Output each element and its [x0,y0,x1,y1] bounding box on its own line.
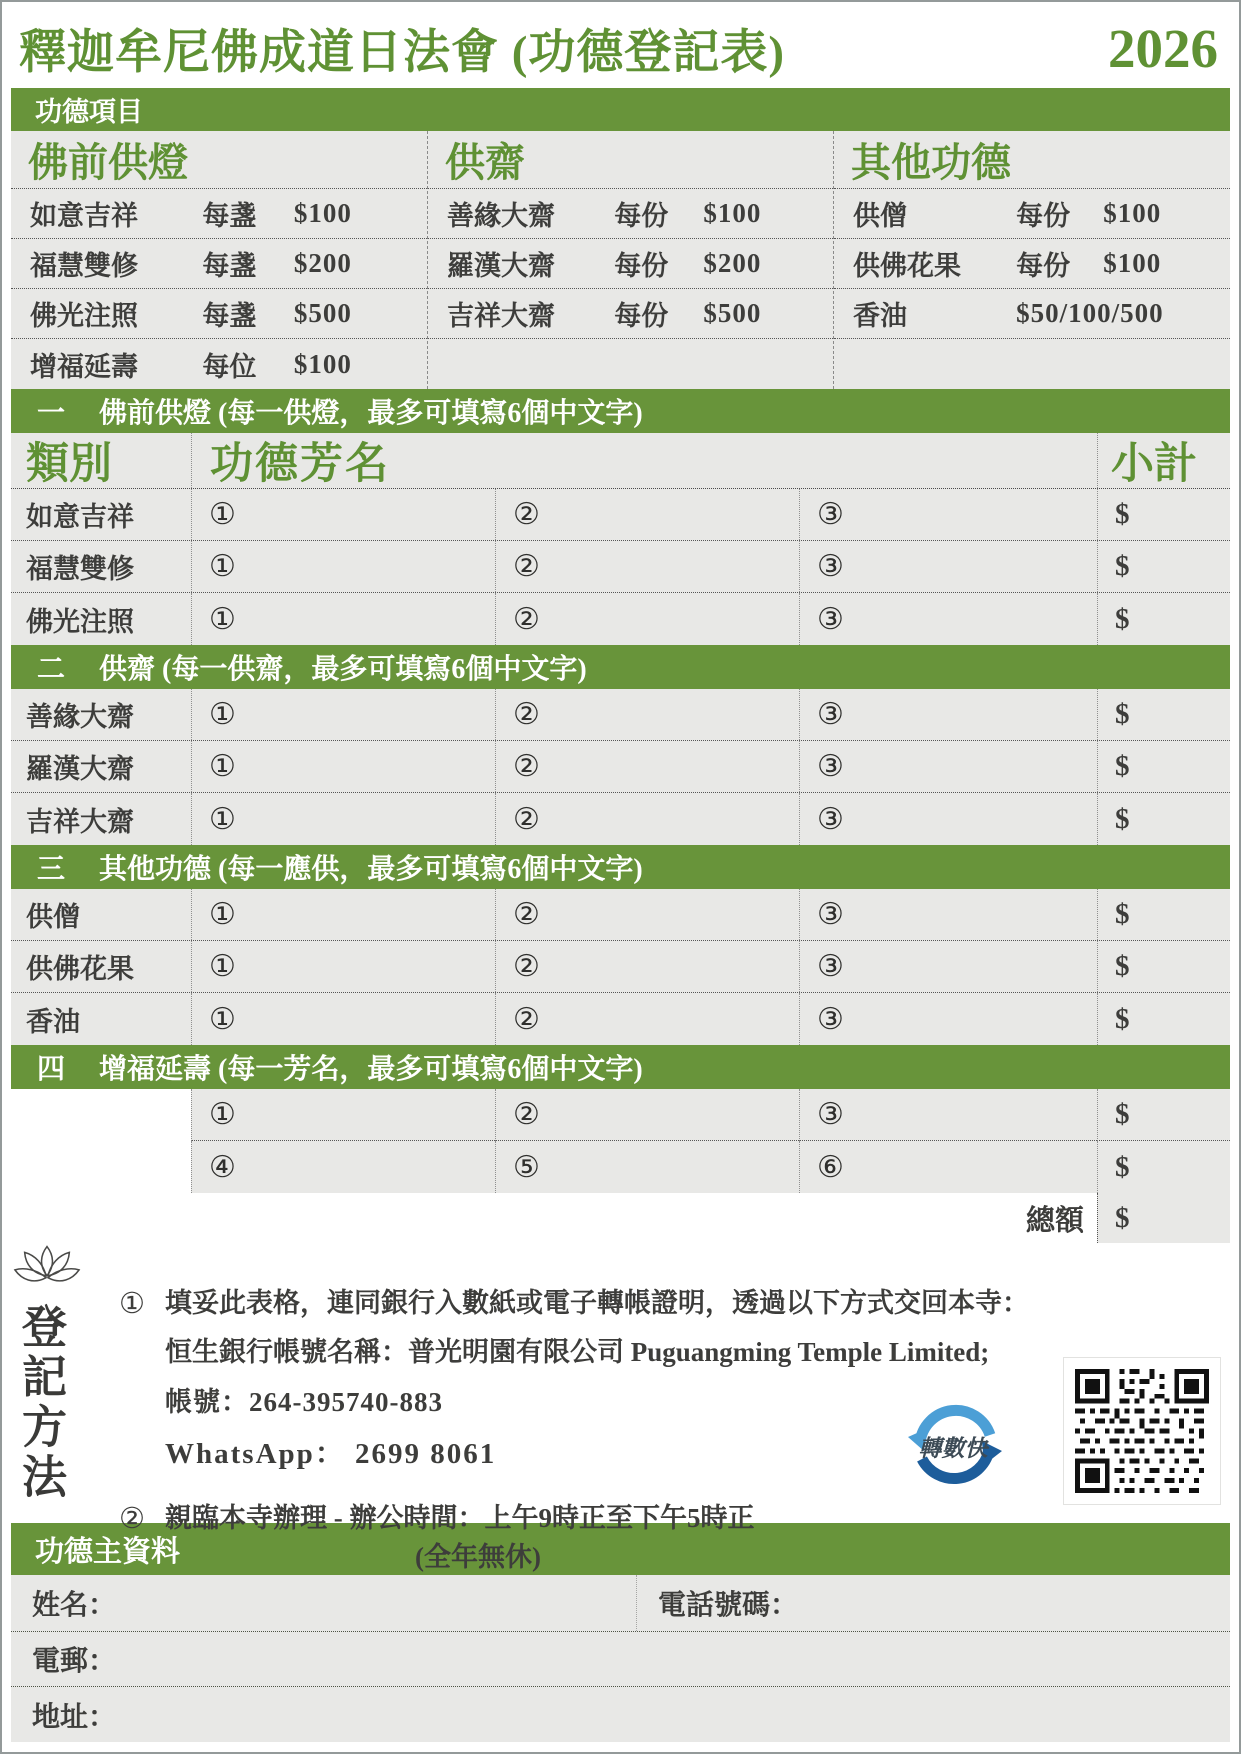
address-label: 地址： [32,1701,117,1733]
section-heading: 其他功德 (每一應供，最多可填寫6個中文字) [99,854,643,885]
pricing-column-title: 其他功德 [834,131,1230,189]
circled-number: ③ [817,802,844,836]
donor-fields [11,1575,1230,1742]
name-entry-cell[interactable] [495,689,799,740]
item-unit: 每份 [614,201,669,231]
table-row [11,993,1230,1045]
name-entry-cell[interactable] [799,541,1097,592]
registration-step-1 [119,1285,1039,1474]
name-entry-cell[interactable] [495,541,799,592]
currency-sign: $ [1115,1150,1130,1183]
section-number: 四 [37,1054,66,1085]
circled-number: ① [209,550,236,583]
item-unit: 每份 [1016,201,1071,231]
item-name: 羅漢大齋 [447,251,555,281]
pricing-row [428,289,833,339]
circled-number: ② [513,698,540,731]
table-row [11,1089,1230,1141]
subtotal-entry-cell[interactable] [1097,793,1230,845]
currency-sign: $ [1115,898,1130,930]
currency-sign: $ [1115,498,1130,530]
circled-number: ② [513,1098,540,1131]
item-name: 佛光注照 [30,301,138,331]
qr-code [1063,1357,1221,1505]
subtotal-entry-cell[interactable] [1097,889,1230,940]
pricing-column-title: 佛前供燈 [11,131,427,189]
fps-logo [904,1399,1004,1495]
pricing-row [834,239,1230,289]
circled-number: ① [209,802,236,836]
name-entry-cell[interactable] [191,689,495,740]
section-bar-lamps [11,389,1230,433]
row-label: 供佛花果 [26,954,134,984]
item-price: $500 [703,298,762,328]
pricing-row [428,239,833,289]
circled-number: ③ [817,698,844,731]
name-entry-cell[interactable] [191,993,495,1045]
currency-sign: $ [1115,550,1130,582]
open-all-year-note: (全年無休) [415,1541,541,1572]
registration-methods-label: 登記方法 [15,1303,65,1503]
section-number: 二 [37,654,66,685]
step-number: ① [119,1288,145,1320]
circled-number: ② [513,950,540,983]
subtotal-entry-cell[interactable] [1097,941,1230,992]
table-row [11,541,1230,593]
pricing-column-other [833,131,1230,389]
name-entry-cell[interactable] [799,793,1097,845]
circled-number: ② [513,1002,540,1036]
name-entry-cell[interactable] [799,741,1097,792]
item-name: 如意吉祥 [30,201,138,231]
whatsapp-number: WhatsApp： 2699 8061 [165,1438,497,1471]
merit-items-title: 功德項目 [35,97,143,127]
circled-number: ⑤ [513,1150,540,1184]
registration-side-column [11,1243,123,1503]
currency-sign: $ [1115,1201,1130,1234]
pricing-row-empty [428,339,833,389]
name-entry-cell[interactable] [495,741,799,792]
circled-number: ① [209,898,236,931]
circled-number: ② [513,602,540,636]
row-label: 吉祥大齋 [26,806,134,837]
name-entry-cell[interactable] [495,993,799,1045]
pricing-row [834,189,1230,239]
pricing-column-title: 供齋 [428,131,833,189]
fps-label-text: 轉數快 [918,1436,988,1461]
subtotal-entry-cell[interactable] [1097,1089,1230,1141]
pricing-column-meals [427,131,833,389]
circled-number: ① [209,750,236,783]
circled-number: ③ [817,550,844,583]
pricing-row-empty [834,339,1230,389]
table-row [11,489,1230,541]
row-label: 羅漢大齋 [26,754,134,784]
item-name: 福慧雙修 [30,251,138,281]
item-price: $50/100/500 [1016,298,1164,328]
step-body [165,1500,755,1575]
circled-number: ③ [817,950,844,983]
circled-number: ② [513,550,540,583]
name-entry-cell[interactable] [799,889,1097,940]
item-name: 香油 [853,301,907,331]
category-column-header: 類別 [26,441,112,488]
section-bar-meals [11,645,1230,689]
item-name: 供僧 [853,201,907,231]
name-label: 姓名： [32,1590,117,1621]
step-number: ② [119,1503,145,1536]
registration-instructions [119,1285,1039,1575]
item-price: $100 [1103,248,1162,278]
name-entry-cell[interactable] [191,1089,495,1141]
name-entry-cell[interactable] [799,489,1097,540]
pricing-column-lamps [11,131,427,389]
item-unit: 每位 [202,351,257,382]
bank-account-number: 帳號：264-395740-883 [165,1386,443,1417]
currency-sign: $ [1115,1002,1130,1035]
circled-number: ① [209,698,236,731]
circled-number: ③ [817,602,844,636]
page-title: 釋迦牟尼佛成道日法會 (功德登記表) [19,26,786,79]
circled-number: ③ [817,750,844,783]
table-row [11,1141,1230,1193]
item-unit: 每盞 [202,201,257,231]
step2-line1: 親臨本寺辦理 - 辦公時間：上午9時正至下午5時正 [165,1503,755,1534]
phone-label: 電話號碼： [658,1590,799,1621]
name-entry-cell[interactable] [495,941,799,992]
merit-table-header [11,433,1230,489]
name-entry-cell[interactable] [191,889,495,940]
name-entry-cell[interactable] [191,1141,495,1193]
item-unit: 每份 [1016,251,1071,281]
table-row [11,741,1230,793]
donor-row-address [11,1687,1230,1742]
subtotal-entry-cell[interactable] [1097,541,1230,592]
email-label: 電郵： [32,1646,117,1677]
subtotal-entry-cell[interactable] [1097,1141,1230,1193]
name-entry-cell[interactable] [495,489,799,540]
subtotal-column-header: 小計 [1097,433,1230,488]
pricing-row [428,189,833,239]
name-field[interactable] [11,1575,636,1631]
name-entry-cell[interactable] [495,889,799,940]
item-unit: 每份 [614,301,669,331]
name-entry-cell[interactable] [799,941,1097,992]
row-label: 如意吉祥 [26,502,134,532]
circled-number: ① [209,498,236,531]
circled-number: ⑥ [817,1150,844,1184]
step-body [165,1285,1029,1474]
donor-info-title: 功德主資料 [35,1535,181,1568]
phone-field[interactable] [636,1575,1230,1631]
circled-number: ③ [817,498,844,531]
lotus-icon [13,1243,81,1289]
row-label: 佛光注照 [26,606,134,637]
name-entry-cell[interactable] [191,741,495,792]
item-unit: 每份 [614,251,669,281]
item-name: 增福延壽 [30,351,138,382]
item-price: $100 [1103,198,1162,228]
name-entry-cell[interactable] [799,1141,1097,1193]
total-label: 總額 [1025,1204,1084,1237]
pricing-row [11,339,427,389]
pricing-table [11,131,1230,389]
currency-sign: $ [1115,602,1130,635]
table-row [11,689,1230,741]
section-bar-other [11,845,1230,889]
subtotal-entry-cell[interactable] [1097,689,1230,740]
section-heading: 增福延壽 (每一芳名，最多可填寫6個中文字) [99,1054,643,1085]
name-entry-cell[interactable] [495,593,799,645]
merit-items-bar [11,88,1230,131]
table-row [11,793,1230,845]
form-header [11,2,1230,88]
row-label: 供僧 [26,902,80,932]
section-bar-longevity [11,1045,1230,1089]
table-row [11,889,1230,941]
item-price: $200 [293,248,352,278]
address-field[interactable] [11,1687,1230,1742]
circled-number: ② [513,898,540,931]
name-entry-cell[interactable] [799,993,1097,1045]
names-column-header: 功德芳名 [191,433,1097,488]
blank-category-cell [11,1141,191,1193]
name-entry-cell[interactable] [495,793,799,845]
circled-number: ③ [817,1098,844,1131]
circled-number: ④ [209,1150,236,1184]
name-entry-cell[interactable] [191,593,495,645]
item-price: $200 [703,248,762,278]
total-entry-cell[interactable] [1097,1193,1230,1243]
item-price: $100 [293,348,352,379]
currency-sign: $ [1115,950,1130,982]
subtotal-entry-cell[interactable] [1097,593,1230,645]
pricing-row [834,289,1230,339]
circled-number: ① [209,1098,236,1131]
circled-number: ② [513,498,540,531]
section-number: 一 [37,398,66,429]
circled-number: ③ [817,898,844,931]
donor-row-email [11,1632,1230,1687]
circled-number: ① [209,602,236,636]
name-entry-cell[interactable] [191,541,495,592]
name-entry-cell[interactable] [799,689,1097,740]
email-field[interactable] [11,1632,1230,1686]
name-entry-cell[interactable] [495,1141,799,1193]
table-row [11,941,1230,993]
step1-line1: 填妥此表格，連同銀行入數紙或電子轉帳證明，透過以下方式交回本寺： [165,1288,1029,1318]
subtotal-entry-cell[interactable] [1097,741,1230,792]
total-row [11,1193,1230,1243]
circled-number: ② [513,802,540,836]
row-label: 善緣大齋 [26,702,134,732]
section-number: 三 [37,854,66,885]
item-unit: 每盞 [202,301,257,331]
name-entry-cell[interactable] [191,793,495,845]
circled-number: ① [209,1002,236,1036]
blank-category-cell [11,1089,191,1141]
currency-sign: $ [1115,698,1130,730]
subtotal-entry-cell[interactable] [1097,489,1230,540]
item-name: 吉祥大齋 [447,301,555,331]
name-entry-cell[interactable] [799,593,1097,645]
subtotal-entry-cell[interactable] [1097,993,1230,1045]
item-name: 善緣大齋 [447,201,555,231]
currency-sign: $ [1115,802,1130,835]
currency-sign: $ [1115,750,1130,782]
pricing-row [11,189,427,239]
row-label: 福慧雙修 [26,554,134,584]
item-unit: 每盞 [202,251,257,281]
item-price: $100 [703,198,762,228]
pricing-row [11,289,427,339]
table-row [11,593,1230,645]
name-entry-cell[interactable] [191,489,495,540]
section-heading: 供齋 (每一供齋，最多可填寫6個中文字) [99,654,587,685]
donor-row-name-phone [11,1575,1230,1632]
name-entry-cell[interactable] [799,1089,1097,1141]
name-entry-cell[interactable] [191,941,495,992]
section-heading: 佛前供燈 (每一供燈，最多可填寫6個中文字) [99,398,643,429]
bank-account-name: 恒生銀行帳號名稱：普光明園有限公司 Puguangming Temple Limited; [165,1337,990,1368]
pricing-row [11,239,427,289]
year-label: 2026 [1108,17,1218,79]
total-row-spacer [11,1193,1026,1243]
item-name: 供佛花果 [853,251,961,281]
circled-number: ② [513,750,540,783]
circled-number: ③ [817,1002,844,1036]
name-entry-cell[interactable] [495,1089,799,1141]
circled-number: ① [209,950,236,983]
item-price: $500 [293,298,352,328]
item-price: $100 [293,198,352,228]
registration-step-2 [119,1500,1039,1575]
row-label: 香油 [26,1006,80,1037]
currency-sign: $ [1115,1098,1130,1130]
